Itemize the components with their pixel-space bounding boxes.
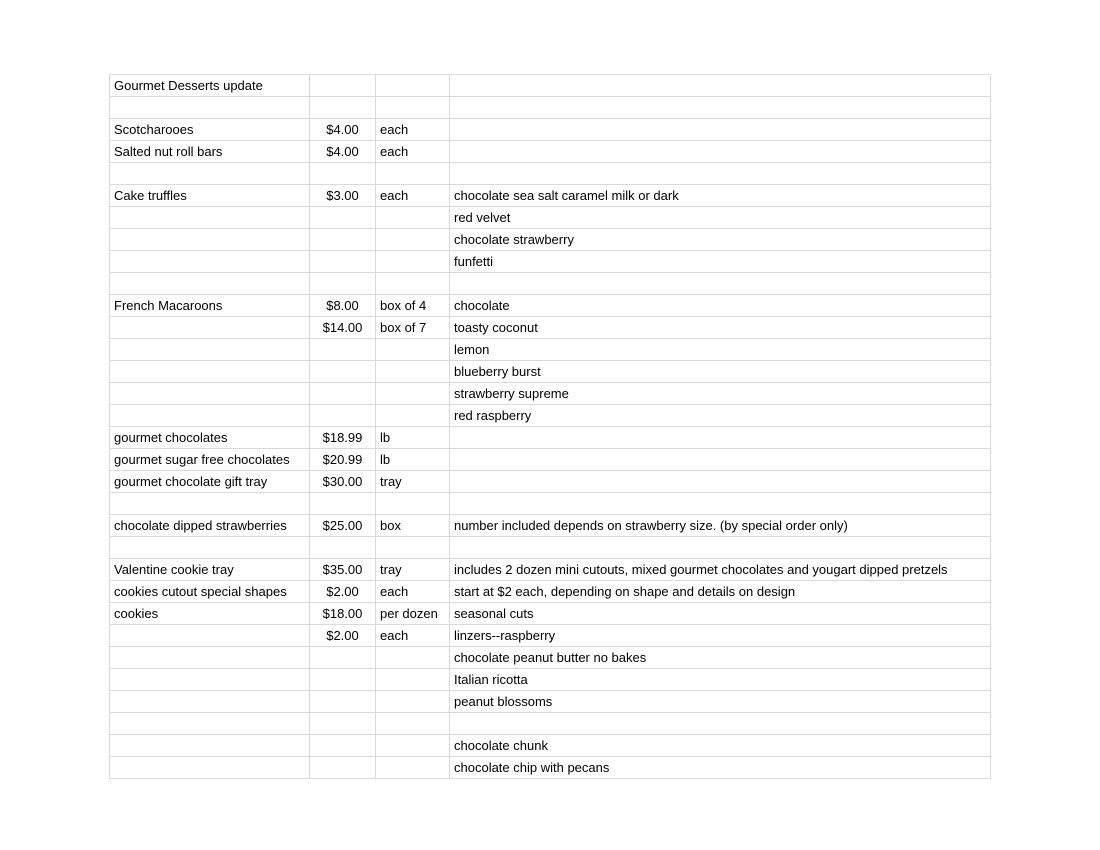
notes-cell: red raspberry xyxy=(450,405,991,427)
unit-cell: each xyxy=(376,581,450,603)
table-row xyxy=(110,625,991,647)
unit-cell: box of 7 xyxy=(376,317,450,339)
notes-cell xyxy=(450,537,991,559)
price-cell xyxy=(310,229,376,251)
unit-cell xyxy=(376,669,450,691)
table-row xyxy=(110,757,991,779)
unit-cell xyxy=(376,97,450,119)
notes-cell: chocolate sea salt caramel milk or dark xyxy=(450,185,991,207)
item-cell: French Macaroons xyxy=(110,295,310,317)
price-cell xyxy=(310,207,376,229)
notes-cell xyxy=(450,713,991,735)
table-row xyxy=(110,295,991,317)
unit-cell xyxy=(376,647,450,669)
notes-cell: lemon xyxy=(450,339,991,361)
table-row xyxy=(110,603,991,625)
notes-cell: seasonal cuts xyxy=(450,603,991,625)
price-cell: $4.00 xyxy=(310,141,376,163)
notes-cell: blueberry burst xyxy=(450,361,991,383)
price-cell: $18.00 xyxy=(310,603,376,625)
price-cell xyxy=(310,383,376,405)
price-cell xyxy=(310,75,376,97)
table-row xyxy=(110,97,991,119)
price-cell: $4.00 xyxy=(310,119,376,141)
table-row xyxy=(110,317,991,339)
item-cell xyxy=(110,229,310,251)
item-cell xyxy=(110,713,310,735)
table-row xyxy=(110,339,991,361)
item-cell xyxy=(110,735,310,757)
unit-cell xyxy=(376,537,450,559)
item-cell: Cake truffles xyxy=(110,185,310,207)
item-cell xyxy=(110,97,310,119)
notes-cell: toasty coconut xyxy=(450,317,991,339)
unit-cell xyxy=(376,691,450,713)
table-row xyxy=(110,119,991,141)
notes-cell: chocolate strawberry xyxy=(450,229,991,251)
notes-cell xyxy=(450,163,991,185)
unit-cell xyxy=(376,251,450,273)
table-row xyxy=(110,713,991,735)
table-row xyxy=(110,75,991,97)
unit-cell: per dozen xyxy=(376,603,450,625)
item-cell xyxy=(110,163,310,185)
price-cell xyxy=(310,361,376,383)
table-row xyxy=(110,735,991,757)
table-row xyxy=(110,229,991,251)
notes-cell xyxy=(450,273,991,295)
table-row xyxy=(110,647,991,669)
price-cell xyxy=(310,647,376,669)
item-cell: cookies xyxy=(110,603,310,625)
item-cell xyxy=(110,625,310,647)
notes-cell: chocolate chip with pecans xyxy=(450,757,991,779)
notes-cell xyxy=(450,119,991,141)
item-cell xyxy=(110,207,310,229)
price-cell: $18.99 xyxy=(310,427,376,449)
item-cell: Gourmet Desserts update xyxy=(110,75,310,97)
price-cell: $25.00 xyxy=(310,515,376,537)
unit-cell: tray xyxy=(376,471,450,493)
table-row xyxy=(110,581,991,603)
table-row xyxy=(110,361,991,383)
price-cell xyxy=(310,251,376,273)
item-cell xyxy=(110,273,310,295)
unit-cell xyxy=(376,383,450,405)
price-cell: $2.00 xyxy=(310,581,376,603)
item-cell: gourmet sugar free chocolates xyxy=(110,449,310,471)
table-row xyxy=(110,185,991,207)
item-cell xyxy=(110,361,310,383)
unit-cell xyxy=(376,405,450,427)
table-row xyxy=(110,273,991,295)
notes-cell xyxy=(450,141,991,163)
price-cell xyxy=(310,537,376,559)
price-cell xyxy=(310,97,376,119)
unit-cell: lb xyxy=(376,427,450,449)
unit-cell xyxy=(376,757,450,779)
unit-cell: tray xyxy=(376,559,450,581)
table-row xyxy=(110,449,991,471)
item-cell xyxy=(110,757,310,779)
item-cell: chocolate dipped strawberries xyxy=(110,515,310,537)
item-cell: Scotcharooes xyxy=(110,119,310,141)
notes-cell: peanut blossoms xyxy=(450,691,991,713)
price-cell xyxy=(310,669,376,691)
item-cell: gourmet chocolate gift tray xyxy=(110,471,310,493)
item-cell xyxy=(110,317,310,339)
item-cell xyxy=(110,669,310,691)
price-cell xyxy=(310,339,376,361)
table-row xyxy=(110,251,991,273)
unit-cell: lb xyxy=(376,449,450,471)
item-cell xyxy=(110,537,310,559)
notes-cell: strawberry supreme xyxy=(450,383,991,405)
table-row xyxy=(110,669,991,691)
price-cell: $20.99 xyxy=(310,449,376,471)
price-cell xyxy=(310,405,376,427)
notes-cell: chocolate peanut butter no bakes xyxy=(450,647,991,669)
unit-cell xyxy=(376,361,450,383)
unit-cell: each xyxy=(376,185,450,207)
item-cell xyxy=(110,691,310,713)
item-cell: Valentine cookie tray xyxy=(110,559,310,581)
unit-cell: each xyxy=(376,119,450,141)
price-cell xyxy=(310,713,376,735)
price-cell xyxy=(310,163,376,185)
item-cell xyxy=(110,339,310,361)
price-cell xyxy=(310,691,376,713)
price-cell xyxy=(310,735,376,757)
notes-cell: Italian ricotta xyxy=(450,669,991,691)
notes-cell xyxy=(450,449,991,471)
table-row xyxy=(110,383,991,405)
unit-cell xyxy=(376,493,450,515)
unit-cell xyxy=(376,735,450,757)
unit-cell: each xyxy=(376,625,450,647)
notes-cell xyxy=(450,97,991,119)
item-cell: gourmet chocolates xyxy=(110,427,310,449)
sheet-body xyxy=(110,75,991,779)
table-row xyxy=(110,163,991,185)
table-row xyxy=(110,405,991,427)
notes-cell xyxy=(450,75,991,97)
unit-cell xyxy=(376,163,450,185)
price-cell: $8.00 xyxy=(310,295,376,317)
item-cell xyxy=(110,251,310,273)
unit-cell xyxy=(376,339,450,361)
unit-cell xyxy=(376,229,450,251)
table-row xyxy=(110,141,991,163)
unit-cell xyxy=(376,75,450,97)
unit-cell xyxy=(376,713,450,735)
notes-cell: start at $2 each, depending on shape and details on design xyxy=(450,581,991,603)
notes-cell: number included depends on strawberry size. (by special order only) xyxy=(450,515,991,537)
item-cell xyxy=(110,493,310,515)
item-cell: Salted nut roll bars xyxy=(110,141,310,163)
table-row xyxy=(110,471,991,493)
price-cell xyxy=(310,757,376,779)
notes-cell: chocolate xyxy=(450,295,991,317)
notes-cell: linzers--raspberry xyxy=(450,625,991,647)
unit-cell: box xyxy=(376,515,450,537)
price-cell xyxy=(310,273,376,295)
dessert-price-sheet xyxy=(109,74,991,779)
table-row xyxy=(110,537,991,559)
unit-cell: box of 4 xyxy=(376,295,450,317)
notes-cell: red velvet xyxy=(450,207,991,229)
price-cell: $2.00 xyxy=(310,625,376,647)
notes-cell xyxy=(450,471,991,493)
price-cell: $3.00 xyxy=(310,185,376,207)
unit-cell xyxy=(376,273,450,295)
table-row xyxy=(110,691,991,713)
notes-cell xyxy=(450,427,991,449)
item-cell: cookies cutout special shapes xyxy=(110,581,310,603)
notes-cell xyxy=(450,493,991,515)
price-cell xyxy=(310,493,376,515)
item-cell xyxy=(110,383,310,405)
price-cell: $35.00 xyxy=(310,559,376,581)
price-cell: $14.00 xyxy=(310,317,376,339)
notes-cell: funfetti xyxy=(450,251,991,273)
table-row xyxy=(110,559,991,581)
unit-cell xyxy=(376,207,450,229)
unit-cell: each xyxy=(376,141,450,163)
table-row xyxy=(110,515,991,537)
table-row xyxy=(110,427,991,449)
item-cell xyxy=(110,405,310,427)
table-row xyxy=(110,493,991,515)
table-row xyxy=(110,207,991,229)
item-cell xyxy=(110,647,310,669)
price-cell: $30.00 xyxy=(310,471,376,493)
notes-cell: chocolate chunk xyxy=(450,735,991,757)
notes-cell: includes 2 dozen mini cutouts, mixed gourmet chocolates and yougart dipped pretzels xyxy=(450,559,991,581)
